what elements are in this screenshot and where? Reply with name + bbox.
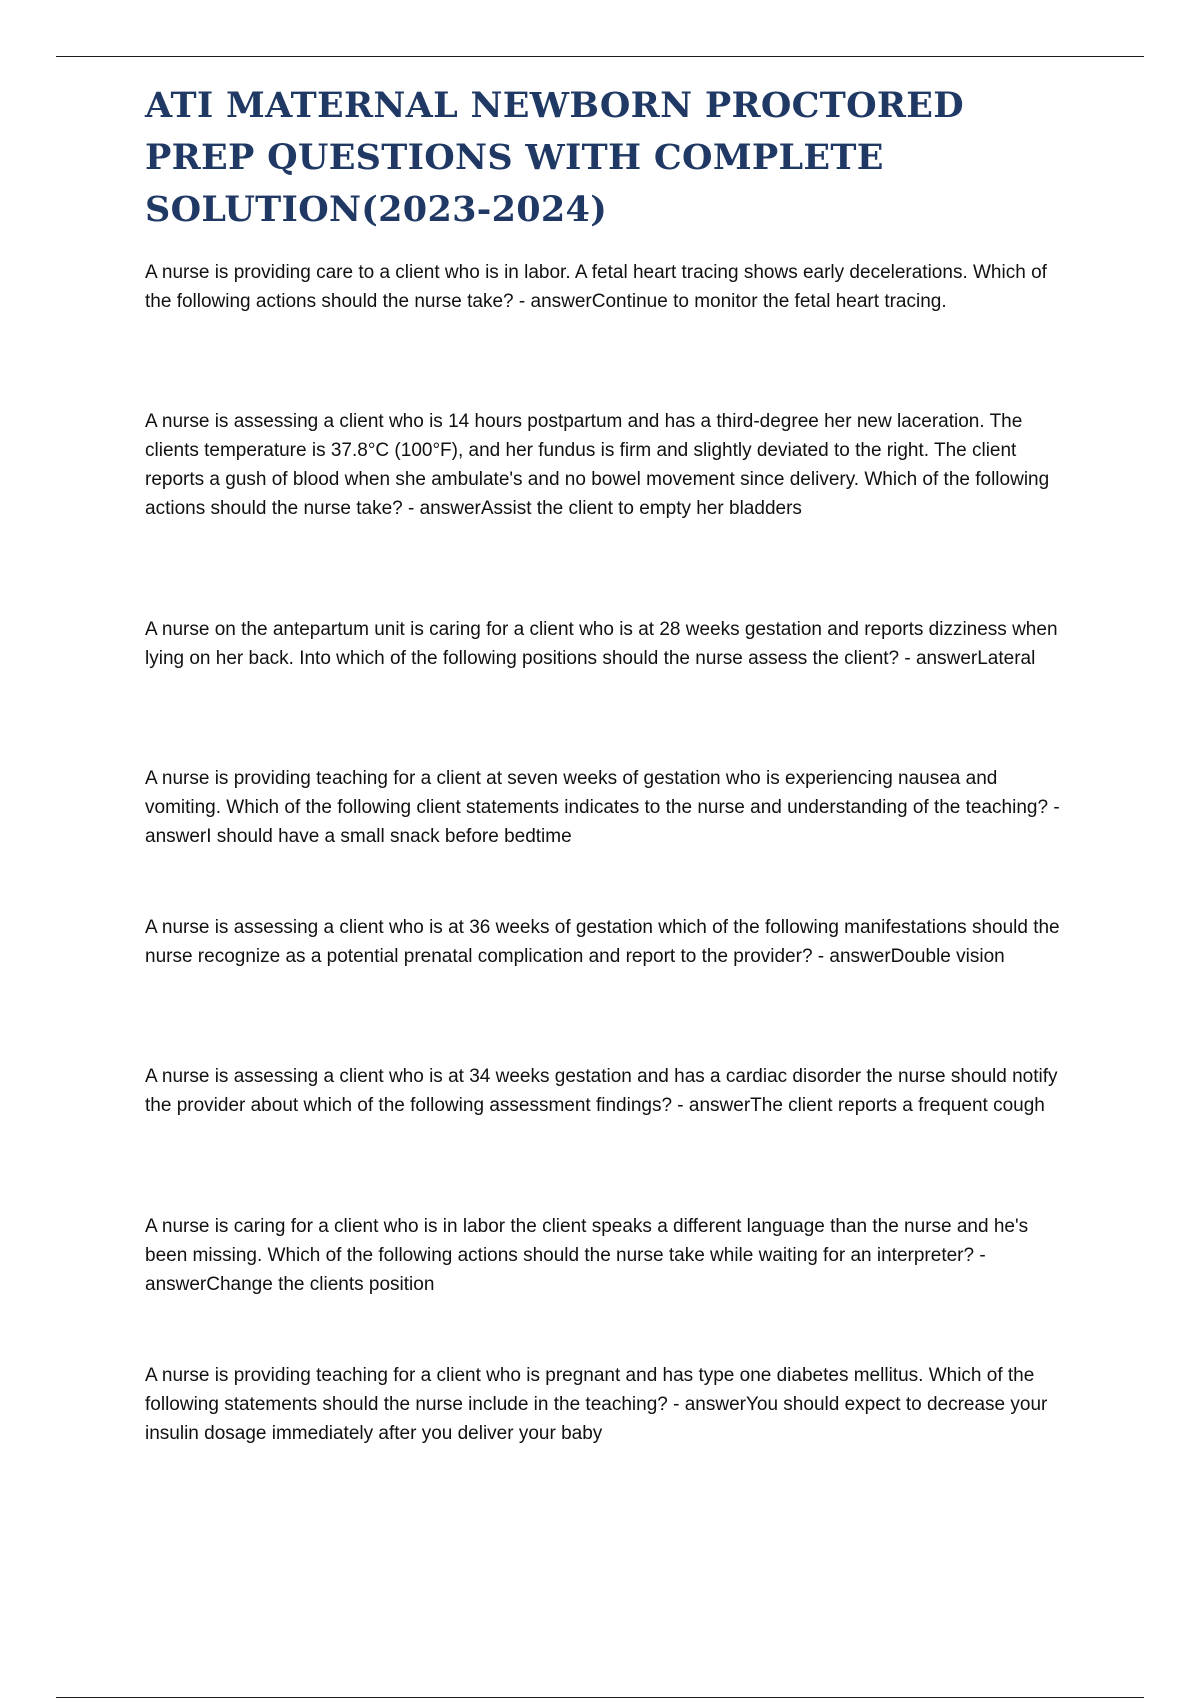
- bottom-rule: [56, 1697, 1144, 1698]
- document-title: ATI MATERNAL NEWBORN PROCTORED PREP QUESTIONS WITH COMPLETE SOLUTION(2023-2024): [145, 85, 964, 230]
- question-item-8: A nurse is providing teaching for a client who is pregnant and has type one diabetes mellitus. Which of the following statements should the nurse include in the teaching? - answerYou should expect to decrease your insulin dosage immediately after you deliver your baby: [145, 1365, 1048, 1444]
- question-item-7: A nurse is caring for a client who is in labor the client speaks a different language than the nurse and he's been missing. Which of the following actions should the nurse take while waiting for an interpreter? - answerChange the clients position: [145, 1216, 1029, 1295]
- question-item-1: A nurse is providing care to a client who is in labor. A fetal heart tracing shows early decelerations. Which of the following actions should the nurse take? - answerContinue to monitor the fetal heart tracing.: [145, 262, 1047, 312]
- question-item-2: A nurse is assessing a client who is 14 hours postpartum and has a third-degree her new laceration. The clients temperature is 37.8°C (100°F), and her fundus is firm and slightly deviated to the right. The client reports a gush of blood when she ambulate's and no bowel movement since delivery. Which of the following actions should the nurse take? - answerAssist the client to empty her bladders: [145, 411, 1050, 519]
- question-item-3: A nurse on the antepartum unit is caring for a client who is at 28 weeks gestation and reports dizziness when lying on her back. Into which of the following positions should the nurse assess the client? - answerLateral: [145, 619, 1058, 669]
- question-item-6: A nurse is assessing a client who is at 34 weeks gestation and has a cardiac disorder the nurse should notify the provider about which of the following assessment findings? - answerThe client reports a frequent cough: [145, 1066, 1058, 1116]
- top-rule: [56, 56, 1144, 57]
- question-item-4: A nurse is providing teaching for a client at seven weeks of gestation who is experiencing nausea and vomiting. Which of the following client statements indicates to the nurse and understanding of the teaching? - answerI should have a small snack before bedtime: [145, 768, 1060, 847]
- question-item-5: A nurse is assessing a client who is at 36 weeks of gestation which of the following manifestations should the nurse recognize as a potential prenatal complication and report to the provider? - answerDouble vision: [145, 917, 1060, 967]
